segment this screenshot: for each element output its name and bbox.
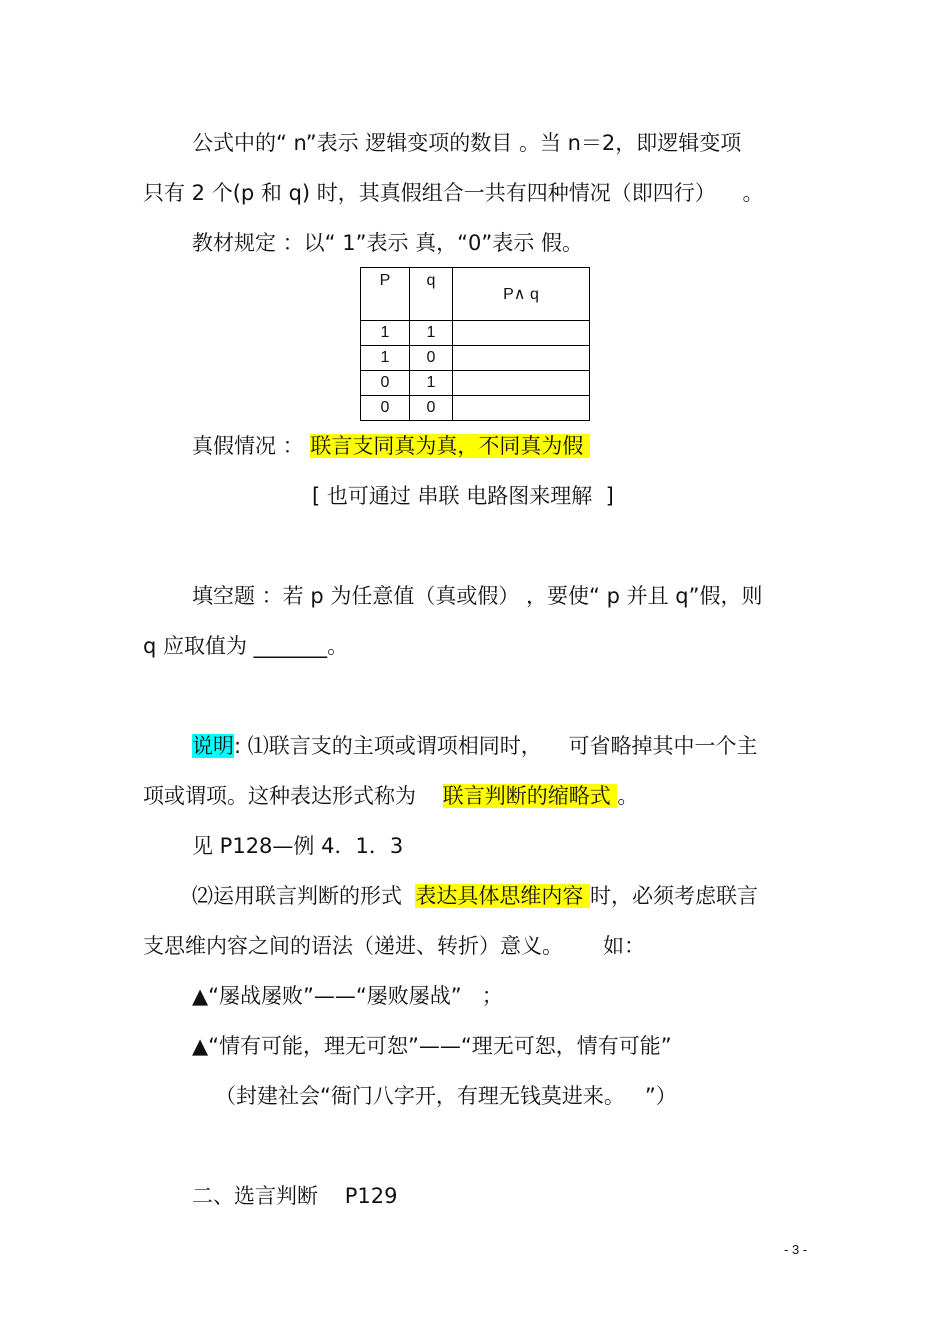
para1-line1: 公式中的“ n”表示 逻辑变项的数目 。当 n＝2，即逻辑变项 [192, 131, 742, 155]
fill-line2: q 应取值为 _______。 [143, 634, 349, 658]
see-reference: 见 P128—例 4．1．3 [192, 834, 404, 858]
cell-p: 0 [361, 371, 410, 396]
header-q: q [410, 268, 453, 321]
page-number: - 3 - [784, 1242, 808, 1257]
explain-p2-line2: 支思维内容之间的语法（递进、转折）意义。 如： [143, 934, 646, 958]
explain-line1 [192, 732, 757, 760]
para1-line2: 只有 2 个(p 和 q) 时，其真假组合一共有四种情况（即四行） 。 [143, 181, 764, 205]
fill-line1: 填空题 ：若 p 为任意值（真或假） ，要使“ p 并且 q”假，则 [192, 584, 763, 608]
cell-q: 0 [410, 346, 453, 371]
table-row [361, 371, 590, 396]
explain-p2-post: 时，必须考虑联言 [590, 884, 759, 908]
cell-q: 1 [410, 321, 453, 346]
example-1: ▲“屡战屡败”——“屡败屡战” ； [192, 984, 503, 1008]
explain-p2-pre: ⑵运用联言判断的形式 [192, 884, 416, 908]
explain-line2-highlight: 联言判断的缩略式 [442, 784, 618, 808]
header-p: P [361, 268, 410, 321]
cell-result [453, 371, 590, 396]
cell-p: 1 [361, 321, 410, 346]
explain-line2 [143, 782, 638, 810]
cell-q: 1 [410, 371, 453, 396]
example-2: ▲“情有可能，理无可恕”——“理无可恕，情有可能” [192, 1034, 672, 1058]
table-header-row [361, 268, 590, 321]
truth-label: 真假情况 ： [192, 434, 304, 458]
explain-line1-rest: : ⑴联言支的主项或谓项相同时， 可省略掉其中一个主 [234, 734, 758, 758]
truth-table [360, 267, 590, 421]
truth-line [192, 432, 590, 460]
table-row [361, 321, 590, 346]
cell-q: 0 [410, 396, 453, 421]
rule-text: 教材规定 ：以“ 1”表示 真，“0”表示 假。 [192, 231, 583, 255]
table-row [361, 396, 590, 421]
explain-p2-highlight: 表达具体思维内容 [415, 884, 591, 908]
header-p-and-q: P∧ q [453, 268, 590, 321]
circuit-note: [ 也可通过 串联 电路图来理解 ] [312, 484, 614, 508]
cell-p: 0 [361, 396, 410, 421]
explain-label: 说明 [192, 734, 234, 758]
section-heading: 二、选言判断 P129 [192, 1184, 398, 1208]
cell-result [453, 396, 590, 421]
explain-line2-pre: 项或谓项。这种表达形式称为 [143, 784, 443, 808]
cell-result [453, 346, 590, 371]
truth-highlight: 联言支同真为真，不同真为假 [310, 434, 591, 458]
cell-result [453, 321, 590, 346]
explain-line2-post: 。 [617, 784, 639, 808]
cell-p: 1 [361, 346, 410, 371]
table-row [361, 346, 590, 371]
explain-p2-line1 [192, 882, 758, 910]
quote: （封建社会“衙门八字开，有理无钱莫进来。 ”） [215, 1084, 677, 1108]
